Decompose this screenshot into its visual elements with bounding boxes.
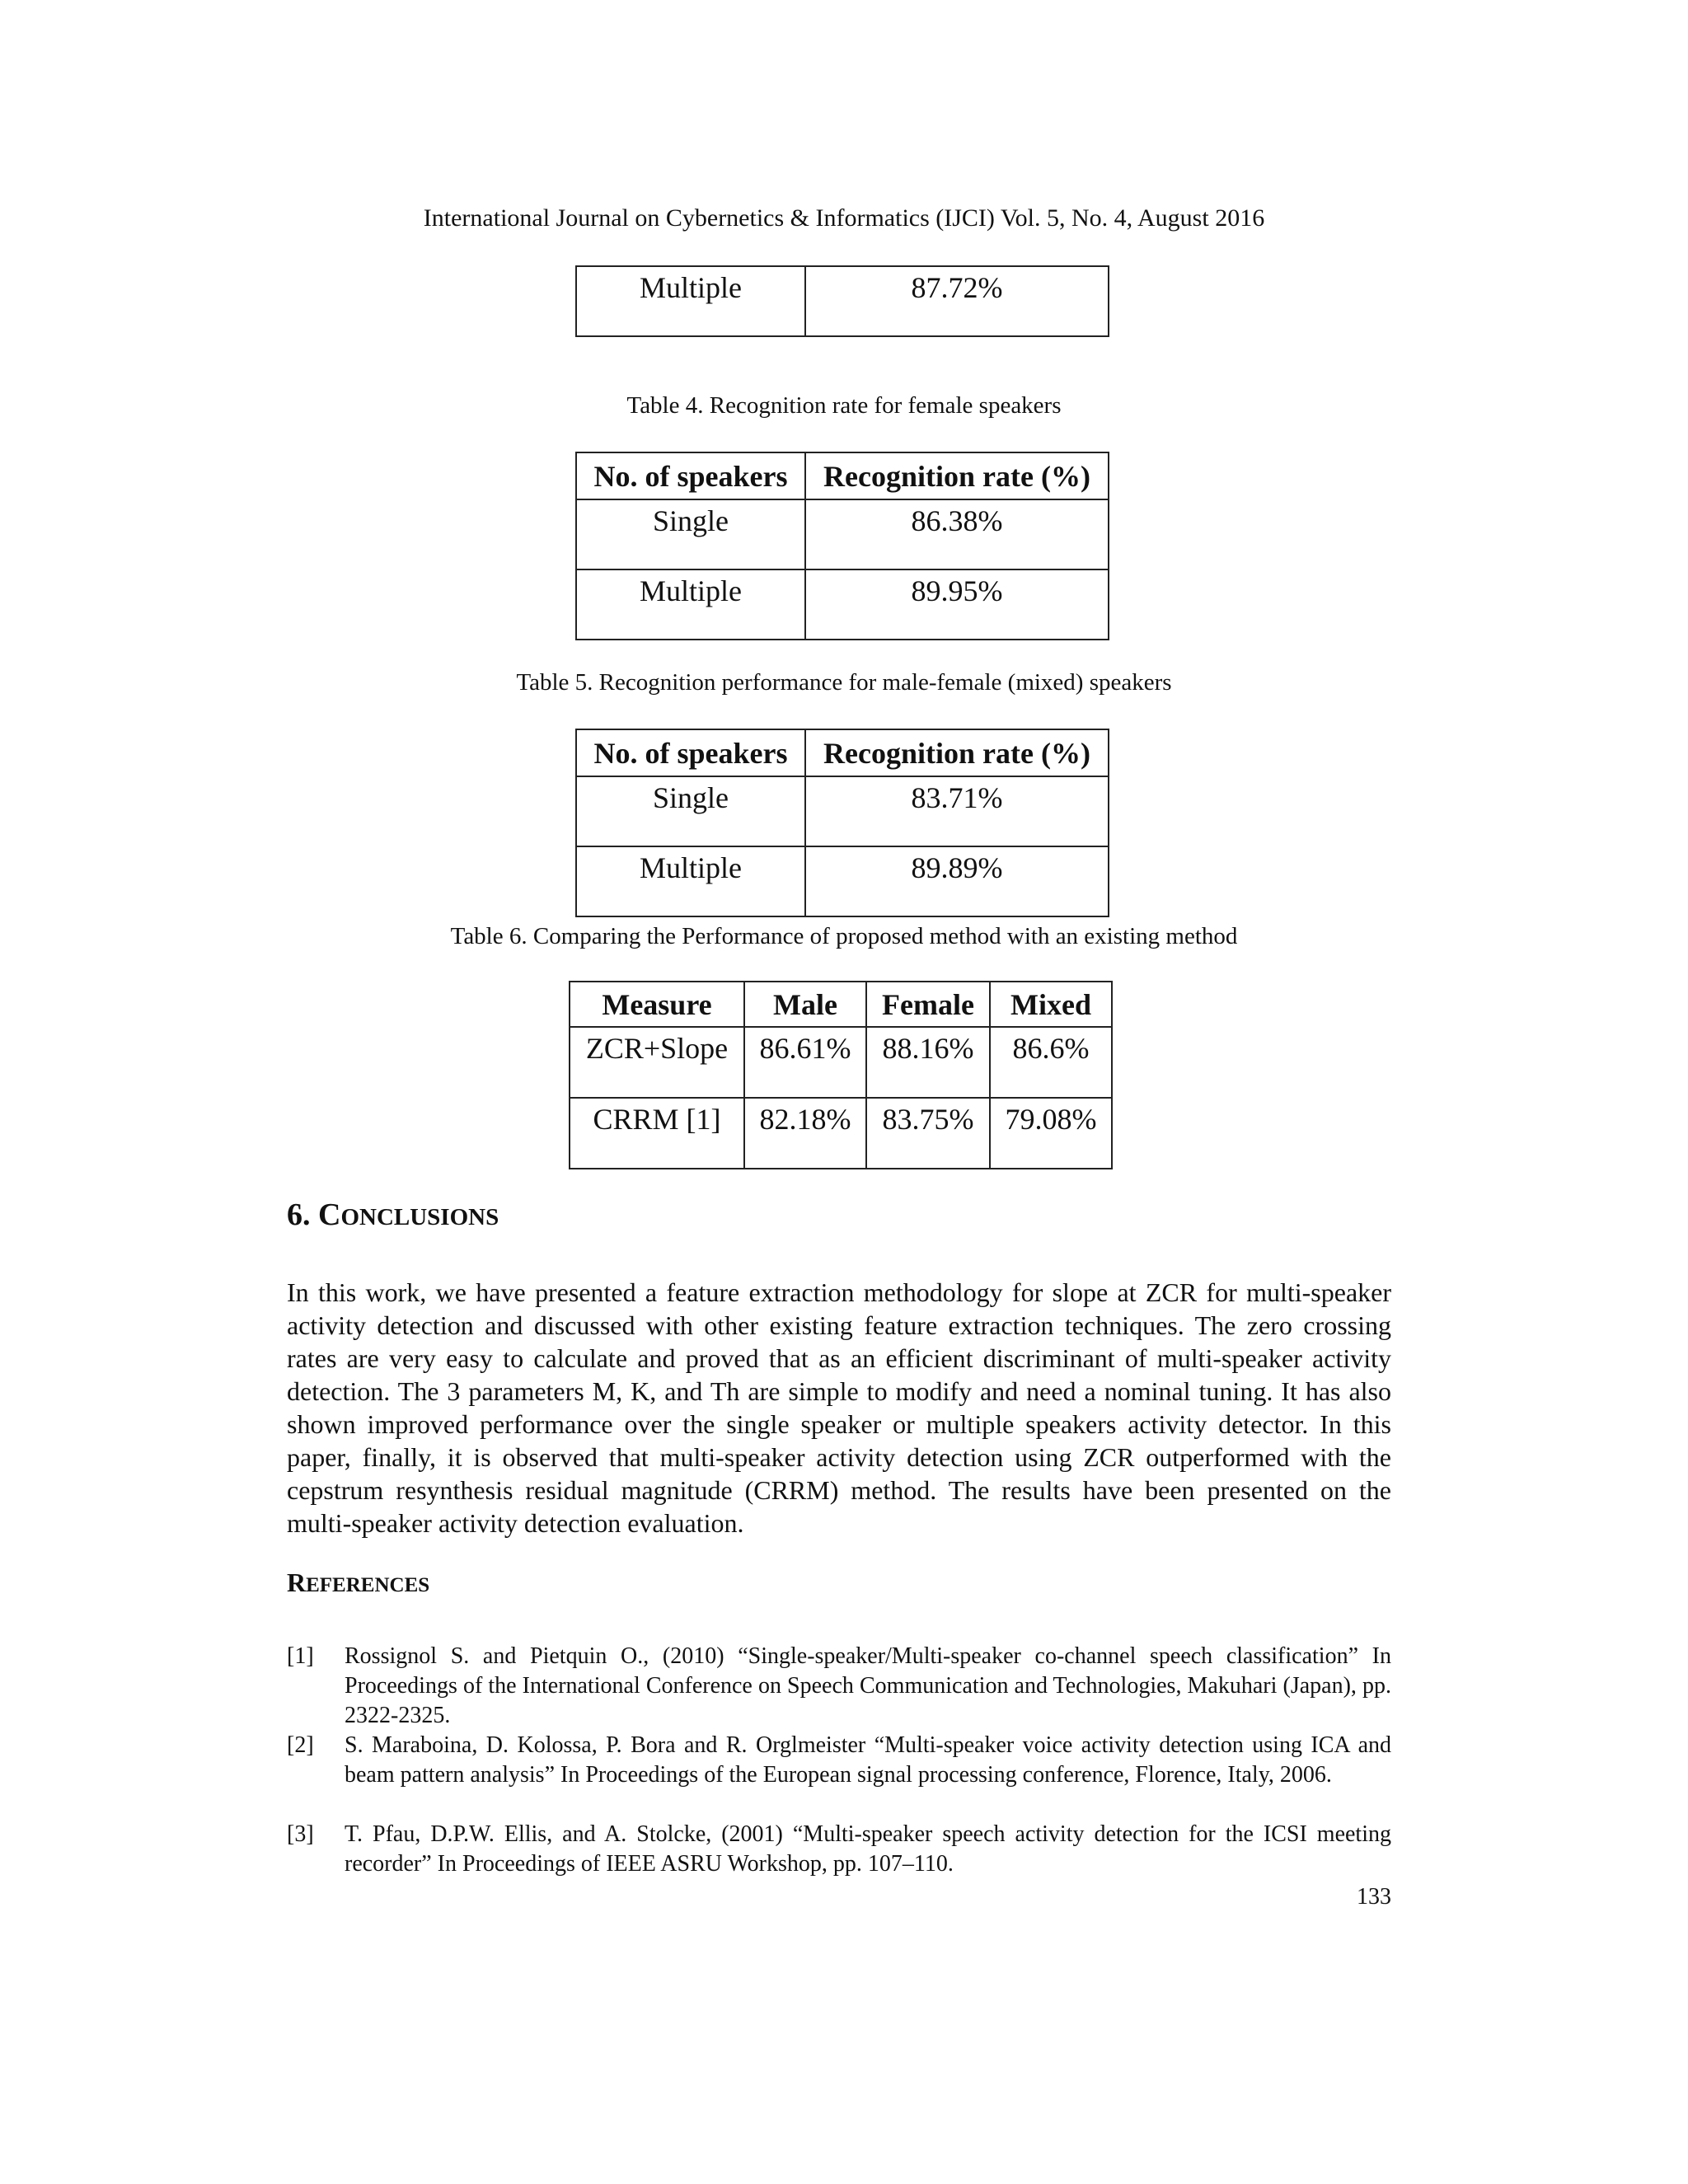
table-cell: Multiple [576,846,805,916]
table-cell: Multiple [576,569,805,640]
column-header: Female [866,982,990,1027]
table-cell: 88.16% [866,1027,990,1098]
reference-number: [2] [287,1732,314,1758]
reference-number: [1] [287,1643,314,1669]
table-6-caption: Table 6. Comparing the Performance of proposed method with an existing method [450,923,1238,949]
table-cell: 82.18% [744,1098,866,1169]
section-title-rest: ONCLUSIONS [340,1204,499,1230]
table-cell: 79.08% [990,1098,1112,1169]
table-cell: 83.71% [805,776,1109,846]
table-cell: 86.61% [744,1027,866,1098]
table-3-continued [575,265,1109,337]
table-cell: 86.38% [805,499,1109,569]
table-row [576,846,1109,916]
reference-item [287,1820,1391,1879]
column-header: Mixed [990,982,1112,1027]
table-row [570,1027,1112,1098]
table-row [576,776,1109,846]
table-cell: 86.6% [990,1027,1112,1098]
column-header: Male [744,982,866,1027]
section-heading-conclusions [287,1197,499,1233]
conclusions-paragraph: In this work, we have presented a feature extraction methodology for slope at ZCR for multi-speaker activity detection and discussed with other existing feature extraction techniques. The zero crossing rates are very easy to calculate and proved that as an efficient discriminant of multi-speaker activity detection. The 3 parameters M, K, and Th are simple to modify and need a nominal tuning. It has also shown improved performance over the single speaker or multiple speakers activity detector. In this paper, finally, it is observed that multi-speaker activity detection using ZCR outperformed with the cepstrum resynthesis residual magnitude (CRRM) method. The results have been presented on the multi-speaker activity detection evaluation. [287,1277,1391,1538]
table-cell: 89.95% [805,569,1109,640]
table-cell: 87.72% [805,266,1109,336]
references-title-initial: R [287,1568,307,1597]
page-number: 133 [1357,1884,1391,1910]
table-header-row [576,729,1109,776]
table-5 [575,729,1109,917]
table-row [576,499,1109,569]
column-header: Measure [570,982,744,1027]
table-header-row [576,452,1109,499]
references-title-rest: EFERENCES [306,1574,430,1596]
reference-item [287,1731,1391,1790]
running-header: International Journal on Cybernetics & Informatics (IJCI) Vol. 5, No. 4, August 2016 [423,204,1265,232]
table-cell: ZCR+Slope [570,1027,744,1098]
references-heading [287,1568,429,1598]
section-number: 6. [287,1197,318,1232]
table-header-row [570,982,1112,1027]
reference-number: [3] [287,1821,314,1847]
column-header: No. of speakers [576,729,805,776]
table-cell: Single [576,499,805,569]
table-row [576,569,1109,640]
column-header: Recognition rate (%) [805,729,1109,776]
reference-item [287,1642,1391,1731]
table-cell: Single [576,776,805,846]
reference-text: T. Pfau, D.P.W. Ellis, and A. Stolcke, (2001) “Multi-speaker speech activity detection for the ICSI meeting recorder” In Proceedings of IEEE ASRU Workshop, pp. 107–110. [345,1821,1391,1877]
reference-text: Rossignol S. and Pietquin O., (2010) “Single-speaker/Multi-speaker co-channel speech classification” In Proceedings of the International Conference on Speech Communication and Technologies, Makuhari (Japan), pp. 2322-2325. [345,1643,1391,1728]
column-header: Recognition rate (%) [805,452,1109,499]
table-cell: CRRM [1] [570,1098,744,1169]
table-cell: 89.89% [805,846,1109,916]
table-6 [569,981,1113,1169]
column-header: No. of speakers [576,452,805,499]
section-title-initial: C [318,1197,341,1232]
table-4-caption: Table 4. Recognition rate for female speakers [626,392,1062,419]
table-cell: 83.75% [866,1098,990,1169]
table-5-caption: Table 5. Recognition performance for male-female (mixed) speakers [516,669,1172,696]
table-cell: Multiple [576,266,805,336]
reference-text: S. Maraboina, D. Kolossa, P. Bora and R. Orglmeister “Multi-speaker voice activity detection using ICA and beam pattern analysis” In Proceedings of the European signal processing conference, Florence, Italy, 2006. [345,1732,1391,1788]
table-row [576,266,1109,336]
table-4 [575,452,1109,640]
table-row [570,1098,1112,1169]
